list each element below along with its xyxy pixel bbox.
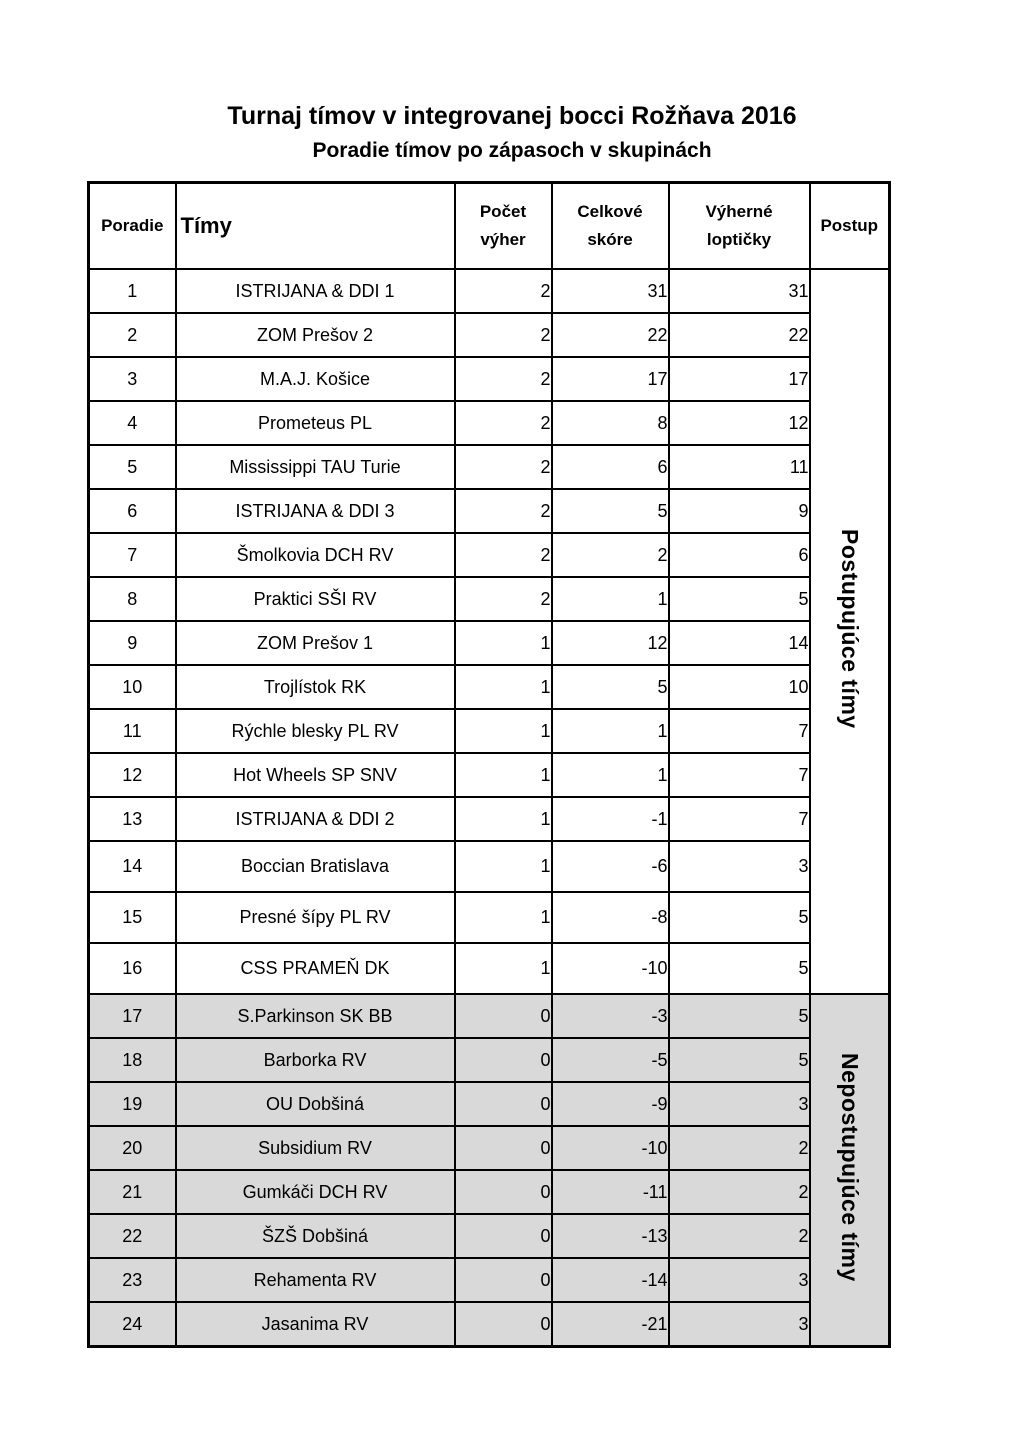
wins-cell: 1 xyxy=(455,943,552,994)
team-name-cell: Praktici SŠI RV xyxy=(176,577,455,621)
team-name-cell: ZOM Prešov 2 xyxy=(176,313,455,357)
rank-cell: 14 xyxy=(89,841,176,892)
total-score-cell: -11 xyxy=(552,1170,669,1214)
group-label-text: Nepostupujúce tímy xyxy=(836,1053,863,1282)
total-score-cell: -1 xyxy=(552,797,669,841)
wins-cell: 2 xyxy=(455,313,552,357)
header-score-line2: skóre xyxy=(587,230,633,249)
wins-cell: 2 xyxy=(455,577,552,621)
header-rank: Poradie xyxy=(89,183,176,270)
rank-cell: 9 xyxy=(89,621,176,665)
wins-cell: 1 xyxy=(455,797,552,841)
table-row xyxy=(89,313,890,357)
team-name-cell: CSS PRAMEŇ DK xyxy=(176,943,455,994)
wins-cell: 2 xyxy=(455,357,552,401)
total-score-cell: -6 xyxy=(552,841,669,892)
wins-cell: 2 xyxy=(455,489,552,533)
total-score-cell: 1 xyxy=(552,753,669,797)
rank-cell: 21 xyxy=(89,1170,176,1214)
total-score-cell: -14 xyxy=(552,1258,669,1302)
rank-cell: 22 xyxy=(89,1214,176,1258)
header-wins-line2: výher xyxy=(480,230,526,249)
winning-balls-cell: 2 xyxy=(669,1126,810,1170)
total-score-cell: 12 xyxy=(552,621,669,665)
team-name-cell: Subsidium RV xyxy=(176,1126,455,1170)
table-header-row xyxy=(89,183,890,270)
team-name-cell: Presné šípy PL RV xyxy=(176,892,455,943)
team-name-cell: Boccian Bratislava xyxy=(176,841,455,892)
team-name-cell: S.Parkinson SK BB xyxy=(176,994,455,1038)
winning-balls-cell: 6 xyxy=(669,533,810,577)
rank-cell: 11 xyxy=(89,709,176,753)
winning-balls-cell: 10 xyxy=(669,665,810,709)
wins-cell: 2 xyxy=(455,533,552,577)
wins-cell: 2 xyxy=(455,269,552,313)
table-row xyxy=(89,797,890,841)
wins-cell: 0 xyxy=(455,1082,552,1126)
document-title: Turnaj tímov v integrovanej bocci Rožňava 2016 xyxy=(227,102,797,130)
table-row xyxy=(89,489,890,533)
table-row xyxy=(89,994,890,1038)
rank-cell: 12 xyxy=(89,753,176,797)
team-name-cell: Prometeus PL xyxy=(176,401,455,445)
rank-cell: 4 xyxy=(89,401,176,445)
total-score-cell: -3 xyxy=(552,994,669,1038)
total-score-cell: 8 xyxy=(552,401,669,445)
total-score-cell: 1 xyxy=(552,709,669,753)
wins-cell: 1 xyxy=(455,709,552,753)
team-name-cell: Jasanima RV xyxy=(176,1302,455,1347)
winning-balls-cell: 5 xyxy=(669,892,810,943)
team-name-cell: ISTRIJANA & DDI 3 xyxy=(176,489,455,533)
table-row xyxy=(89,445,890,489)
winning-balls-cell: 31 xyxy=(669,269,810,313)
rank-cell: 17 xyxy=(89,994,176,1038)
winning-balls-cell: 12 xyxy=(669,401,810,445)
team-name-cell: Šmolkovia DCH RV xyxy=(176,533,455,577)
team-name-cell: Barborka RV xyxy=(176,1038,455,1082)
total-score-cell: -10 xyxy=(552,1126,669,1170)
total-score-cell: 2 xyxy=(552,533,669,577)
team-name-cell: ISTRIJANA & DDI 2 xyxy=(176,797,455,841)
total-score-cell: -5 xyxy=(552,1038,669,1082)
rank-cell: 16 xyxy=(89,943,176,994)
winning-balls-cell: 3 xyxy=(669,841,810,892)
table-row xyxy=(89,1082,890,1126)
winning-balls-cell: 5 xyxy=(669,577,810,621)
total-score-cell: -10 xyxy=(552,943,669,994)
winning-balls-cell: 3 xyxy=(669,1258,810,1302)
total-score-cell: 1 xyxy=(552,577,669,621)
rank-cell: 3 xyxy=(89,357,176,401)
table-row xyxy=(89,709,890,753)
rank-cell: 6 xyxy=(89,489,176,533)
table-row xyxy=(89,1038,890,1082)
winning-balls-cell: 9 xyxy=(669,489,810,533)
winning-balls-cell: 5 xyxy=(669,943,810,994)
header-teams: Tímy xyxy=(176,183,455,270)
table-body xyxy=(89,269,890,1347)
rank-cell: 23 xyxy=(89,1258,176,1302)
wins-cell: 2 xyxy=(455,445,552,489)
wins-cell: 0 xyxy=(455,1258,552,1302)
header-score-line1: Celkové xyxy=(577,202,643,221)
wins-cell: 0 xyxy=(455,994,552,1038)
table-row xyxy=(89,943,890,994)
group-label-not-advancing xyxy=(810,994,890,1347)
winning-balls-cell: 11 xyxy=(669,445,810,489)
rank-cell: 24 xyxy=(89,1302,176,1347)
header-score xyxy=(552,183,669,270)
winning-balls-cell: 22 xyxy=(669,313,810,357)
winning-balls-cell: 14 xyxy=(669,621,810,665)
wins-cell: 0 xyxy=(455,1170,552,1214)
team-name-cell: Gumkáči DCH RV xyxy=(176,1170,455,1214)
winning-balls-cell: 3 xyxy=(669,1302,810,1347)
wins-cell: 1 xyxy=(455,665,552,709)
table-row xyxy=(89,753,890,797)
header-wins xyxy=(455,183,552,270)
total-score-cell: 6 xyxy=(552,445,669,489)
wins-cell: 1 xyxy=(455,892,552,943)
total-score-cell: 5 xyxy=(552,489,669,533)
winning-balls-cell: 5 xyxy=(669,994,810,1038)
header-balls xyxy=(669,183,810,270)
winning-balls-cell: 5 xyxy=(669,1038,810,1082)
table-row xyxy=(89,533,890,577)
team-name-cell: OU Dobšiná xyxy=(176,1082,455,1126)
rank-cell: 20 xyxy=(89,1126,176,1170)
winning-balls-cell: 3 xyxy=(669,1082,810,1126)
table-row xyxy=(89,357,890,401)
wins-cell: 0 xyxy=(455,1214,552,1258)
wins-cell: 0 xyxy=(455,1302,552,1347)
standings-table xyxy=(87,181,891,1348)
total-score-cell: 5 xyxy=(552,665,669,709)
winning-balls-cell: 7 xyxy=(669,797,810,841)
table-row xyxy=(89,401,890,445)
rank-cell: 10 xyxy=(89,665,176,709)
header-balls-line1: Výherné xyxy=(705,202,773,221)
table-row xyxy=(89,1214,890,1258)
table-row xyxy=(89,1302,890,1347)
table-row xyxy=(89,577,890,621)
table-row xyxy=(89,621,890,665)
winning-balls-cell: 7 xyxy=(669,709,810,753)
wins-cell: 2 xyxy=(455,401,552,445)
table-row xyxy=(89,1126,890,1170)
document-subtitle: Poradie tímov po zápasoch v skupinách xyxy=(312,139,712,162)
team-name-cell: ZOM Prešov 1 xyxy=(176,621,455,665)
wins-cell: 1 xyxy=(455,841,552,892)
total-score-cell: -9 xyxy=(552,1082,669,1126)
header-wins-line1: Počet xyxy=(479,202,527,221)
total-score-cell: 22 xyxy=(552,313,669,357)
table-row xyxy=(89,892,890,943)
wins-cell: 1 xyxy=(455,621,552,665)
total-score-cell: -21 xyxy=(552,1302,669,1347)
header-advance: Postup xyxy=(810,183,890,270)
table-row xyxy=(89,269,890,313)
rank-cell: 2 xyxy=(89,313,176,357)
team-name-cell: Trojlístok RK xyxy=(176,665,455,709)
team-name-cell: M.A.J. Košice xyxy=(176,357,455,401)
total-score-cell: 17 xyxy=(552,357,669,401)
table-row xyxy=(89,841,890,892)
rank-cell: 7 xyxy=(89,533,176,577)
total-score-cell: -8 xyxy=(552,892,669,943)
team-name-cell: Hot Wheels SP SNV xyxy=(176,753,455,797)
winning-balls-cell: 2 xyxy=(669,1214,810,1258)
rank-cell: 13 xyxy=(89,797,176,841)
table-row xyxy=(89,1258,890,1302)
rank-cell: 15 xyxy=(89,892,176,943)
team-name-cell: Rýchle blesky PL RV xyxy=(176,709,455,753)
table-row xyxy=(89,665,890,709)
wins-cell: 1 xyxy=(455,753,552,797)
rank-cell: 5 xyxy=(89,445,176,489)
wins-cell: 0 xyxy=(455,1038,552,1082)
team-name-cell: Rehamenta RV xyxy=(176,1258,455,1302)
rank-cell: 18 xyxy=(89,1038,176,1082)
rank-cell: 8 xyxy=(89,577,176,621)
group-label-text: Postupujúce tímy xyxy=(836,529,863,729)
table-row xyxy=(89,1170,890,1214)
team-name-cell: ISTRIJANA & DDI 1 xyxy=(176,269,455,313)
group-label-advancing xyxy=(810,269,890,994)
rank-cell: 19 xyxy=(89,1082,176,1126)
header-balls-line2: loptičky xyxy=(706,230,772,249)
winning-balls-cell: 2 xyxy=(669,1170,810,1214)
rank-cell: 1 xyxy=(89,269,176,313)
winning-balls-cell: 17 xyxy=(669,357,810,401)
wins-cell: 0 xyxy=(455,1126,552,1170)
total-score-cell: -13 xyxy=(552,1214,669,1258)
team-name-cell: ŠZŠ Dobšiná xyxy=(176,1214,455,1258)
team-name-cell: Mississippi TAU Turie xyxy=(176,445,455,489)
winning-balls-cell: 7 xyxy=(669,753,810,797)
total-score-cell: 31 xyxy=(552,269,669,313)
